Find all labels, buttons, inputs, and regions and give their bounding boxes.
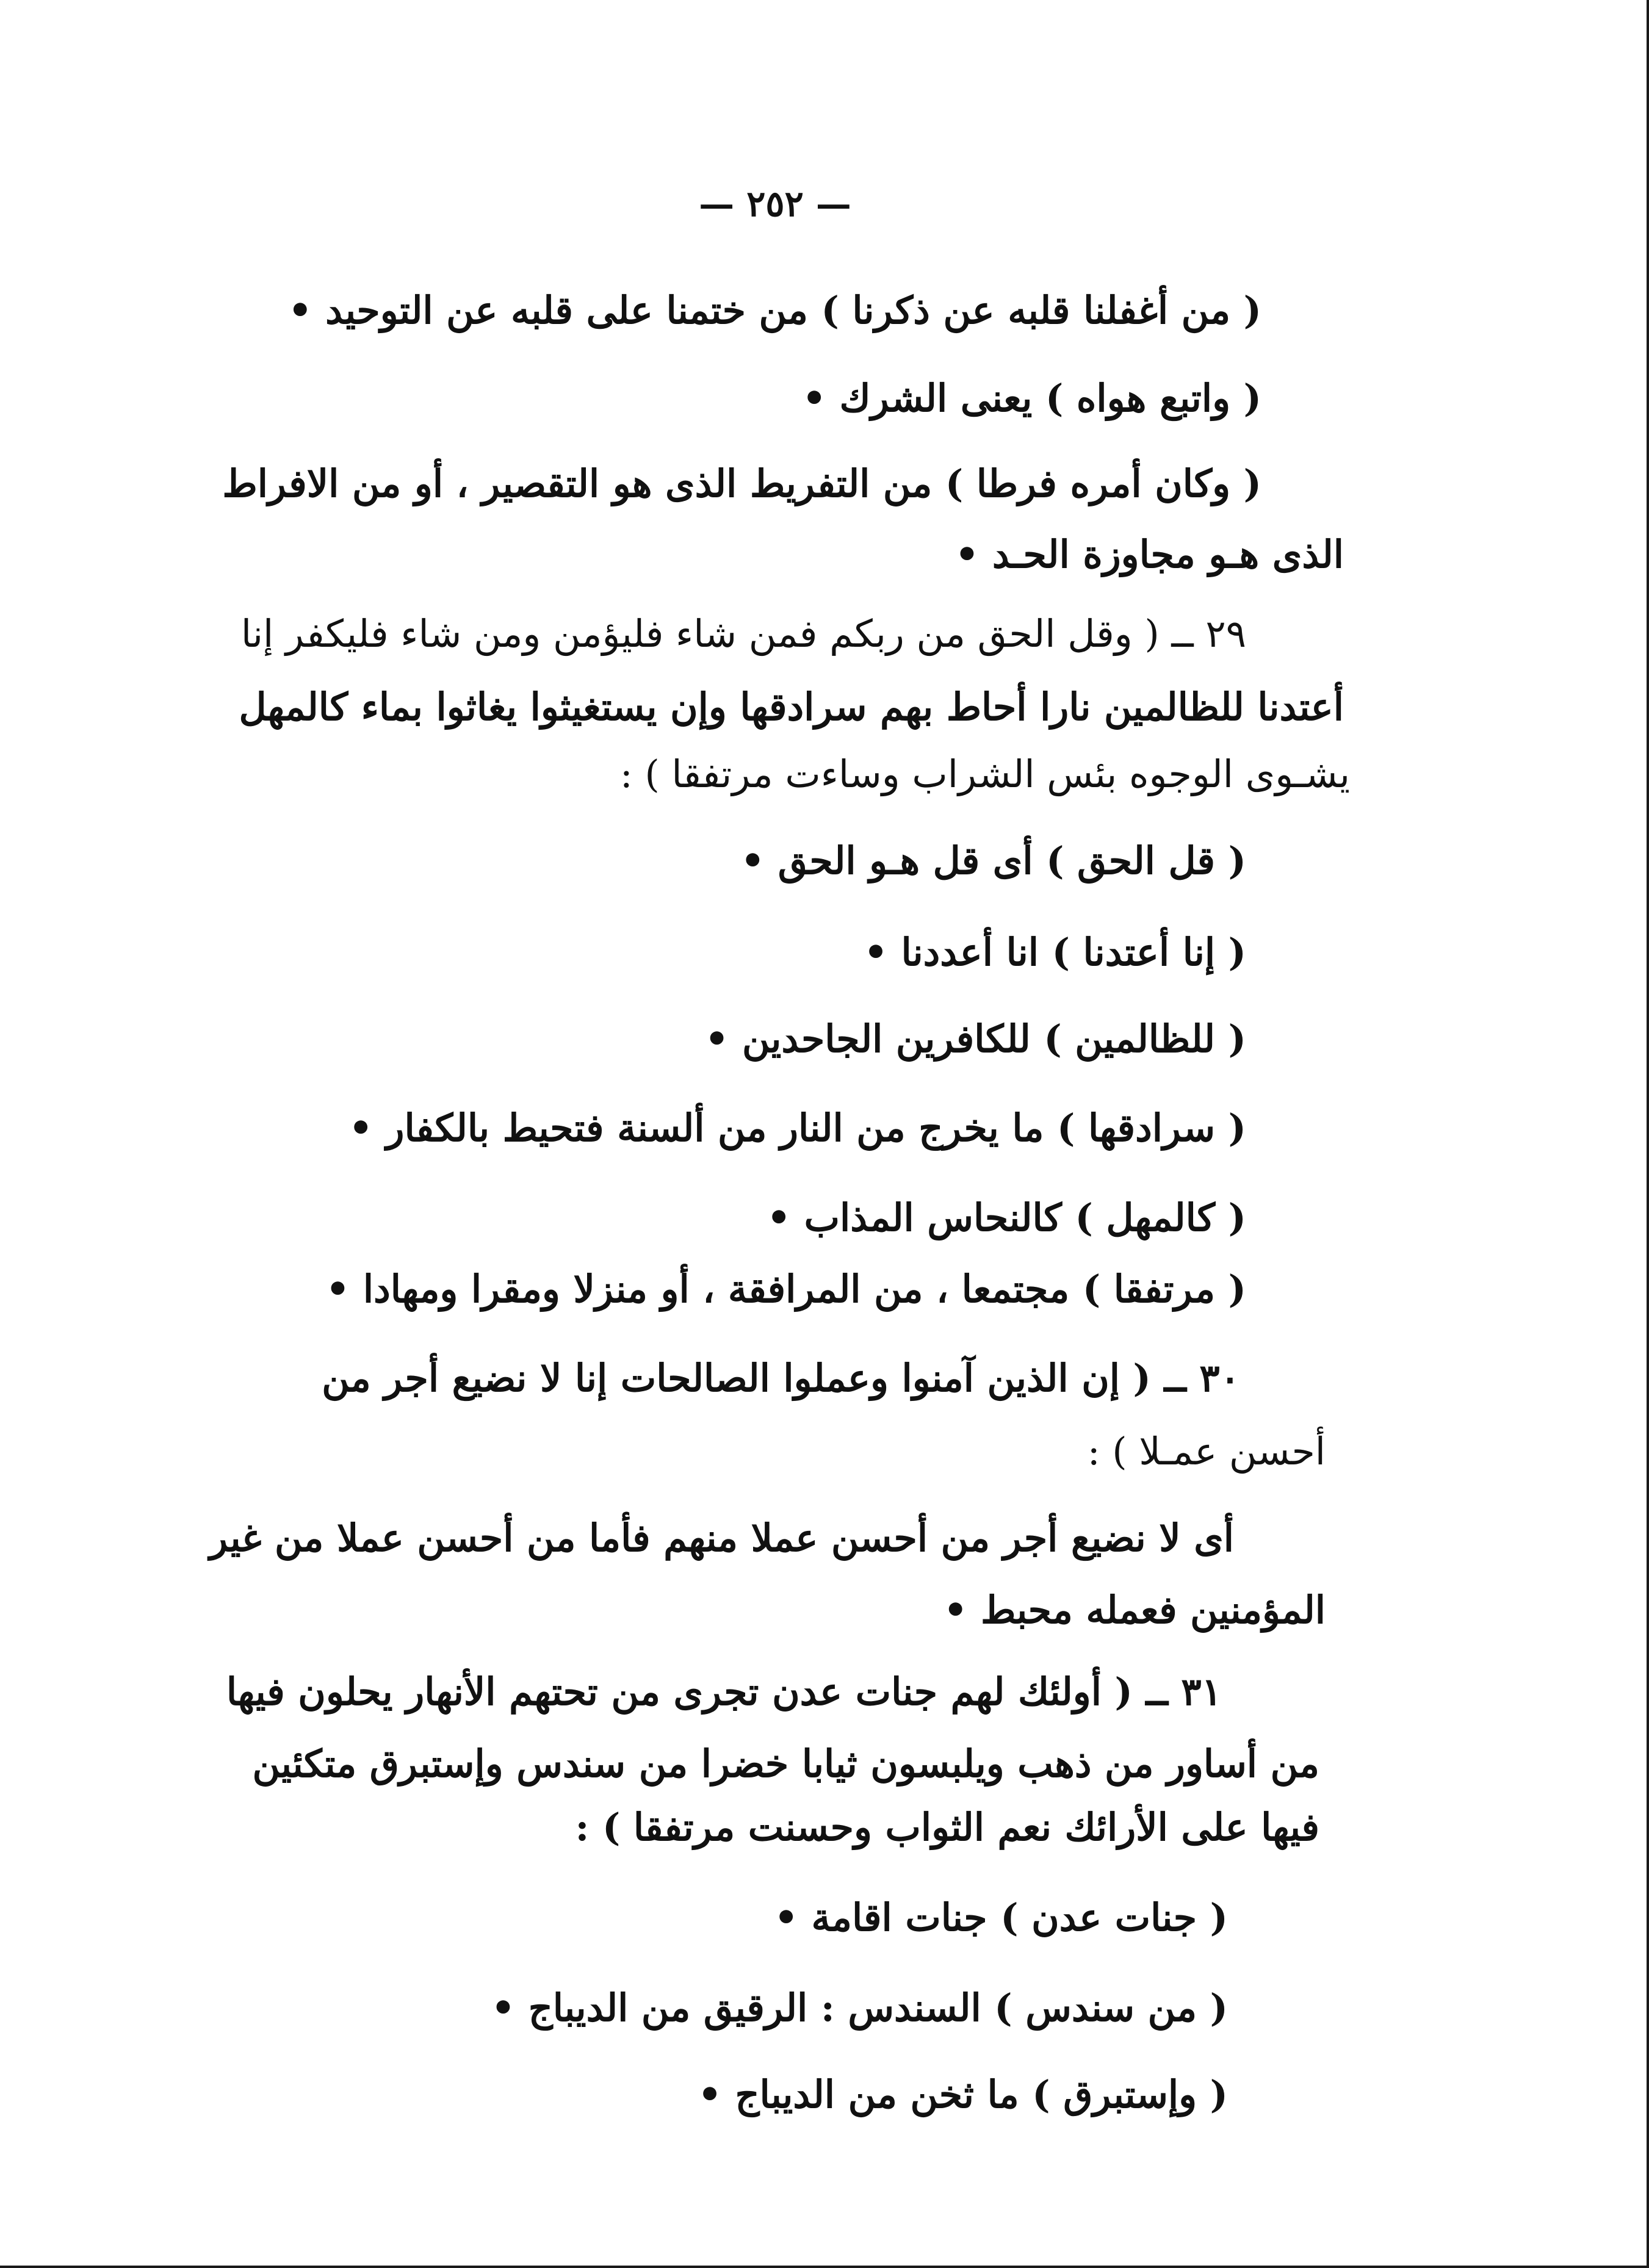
text-line: أى لا نضيع أجر من أحسن عملا منهم فأما من أحسن عملا من غير bbox=[209, 1516, 1234, 1560]
text-line: ( سرادقها ) ما يخرج من النار من ألسنة فتحيط بالكفار • bbox=[348, 1106, 1246, 1150]
text-line: ( واتبع هواه ) يعنى الشرك • bbox=[802, 376, 1261, 420]
text-line: ( كالمهل ) كالنحاس المذاب • bbox=[767, 1195, 1246, 1240]
text-line: ٣١ ــ ( أولئك لهم جنات عدن تجرى من تحتهم الأنهار يحلون فيها bbox=[226, 1669, 1222, 1714]
text-line: يشـوى الوجوه بئس الشراب وساءت مرتفقا ) : bbox=[619, 752, 1350, 796]
text-line: فيها على الأرائك نعم الثواب وحسنت مرتفقا ) : bbox=[575, 1805, 1319, 1849]
text-line: ( وكان أمره فرطا ) من التفريط الذى هو التقصير ، أو من الافراط bbox=[222, 461, 1261, 506]
text-line: ( للظالمين ) للكافرين الجاحدين • bbox=[704, 1017, 1246, 1061]
text-line: المؤمنين فعمله محبط • bbox=[943, 1588, 1326, 1632]
text-line: من أساور من ذهب ويلبسون ثيابا خضرا من سندس وإستبرق متكئين bbox=[252, 1741, 1319, 1786]
text-line: ( قل الحق ) أى قل هـو الحق • bbox=[740, 838, 1246, 883]
text-line: ( من أغفلنا قلبه عن ذكرنا ) من ختمنا على قلبه عن التوحيد • bbox=[287, 288, 1261, 333]
text-line: ( جنات عدن ) جنات اقامة • bbox=[774, 1895, 1228, 1940]
text-line: أحسن عمـلا ) : bbox=[1087, 1429, 1326, 1474]
page-border-right bbox=[1647, 0, 1649, 2268]
text-line: ٣٠ ــ ( إن الذين آمنوا وعملوا الصالحات إنا لا نضيع أجر من bbox=[322, 1356, 1240, 1400]
page-number: — ٢٥٢ — bbox=[699, 183, 851, 225]
text-line: ( إنا أعتدنا ) انا أعددنا • bbox=[864, 930, 1246, 974]
text-line: أعتدنا للظالمين نارا أحاط بهم سرادقها وإن يستغيثوا يغاثوا بماء كالمهل bbox=[239, 685, 1344, 729]
text-line: ( من سندس ) السندس : الرقيق من الديباج • bbox=[491, 1985, 1228, 2030]
text-line: ( مرتفقا ) مجتمعا ، من المرافقة ، أو منزلا ومقرا ومهادا • bbox=[325, 1267, 1246, 1311]
page-border-bottom bbox=[0, 2266, 1649, 2268]
text-line: ( وإستبرق ) ما ثخن من الديباج • bbox=[698, 2072, 1228, 2117]
text-line: ٢٩ ــ ( وقل الحق من ربكم فمن شاء فليؤمن ومن شاء فليكفر إنا bbox=[240, 611, 1246, 656]
text-line: الذى هـو مجاوزة الحـد • bbox=[954, 532, 1344, 577]
